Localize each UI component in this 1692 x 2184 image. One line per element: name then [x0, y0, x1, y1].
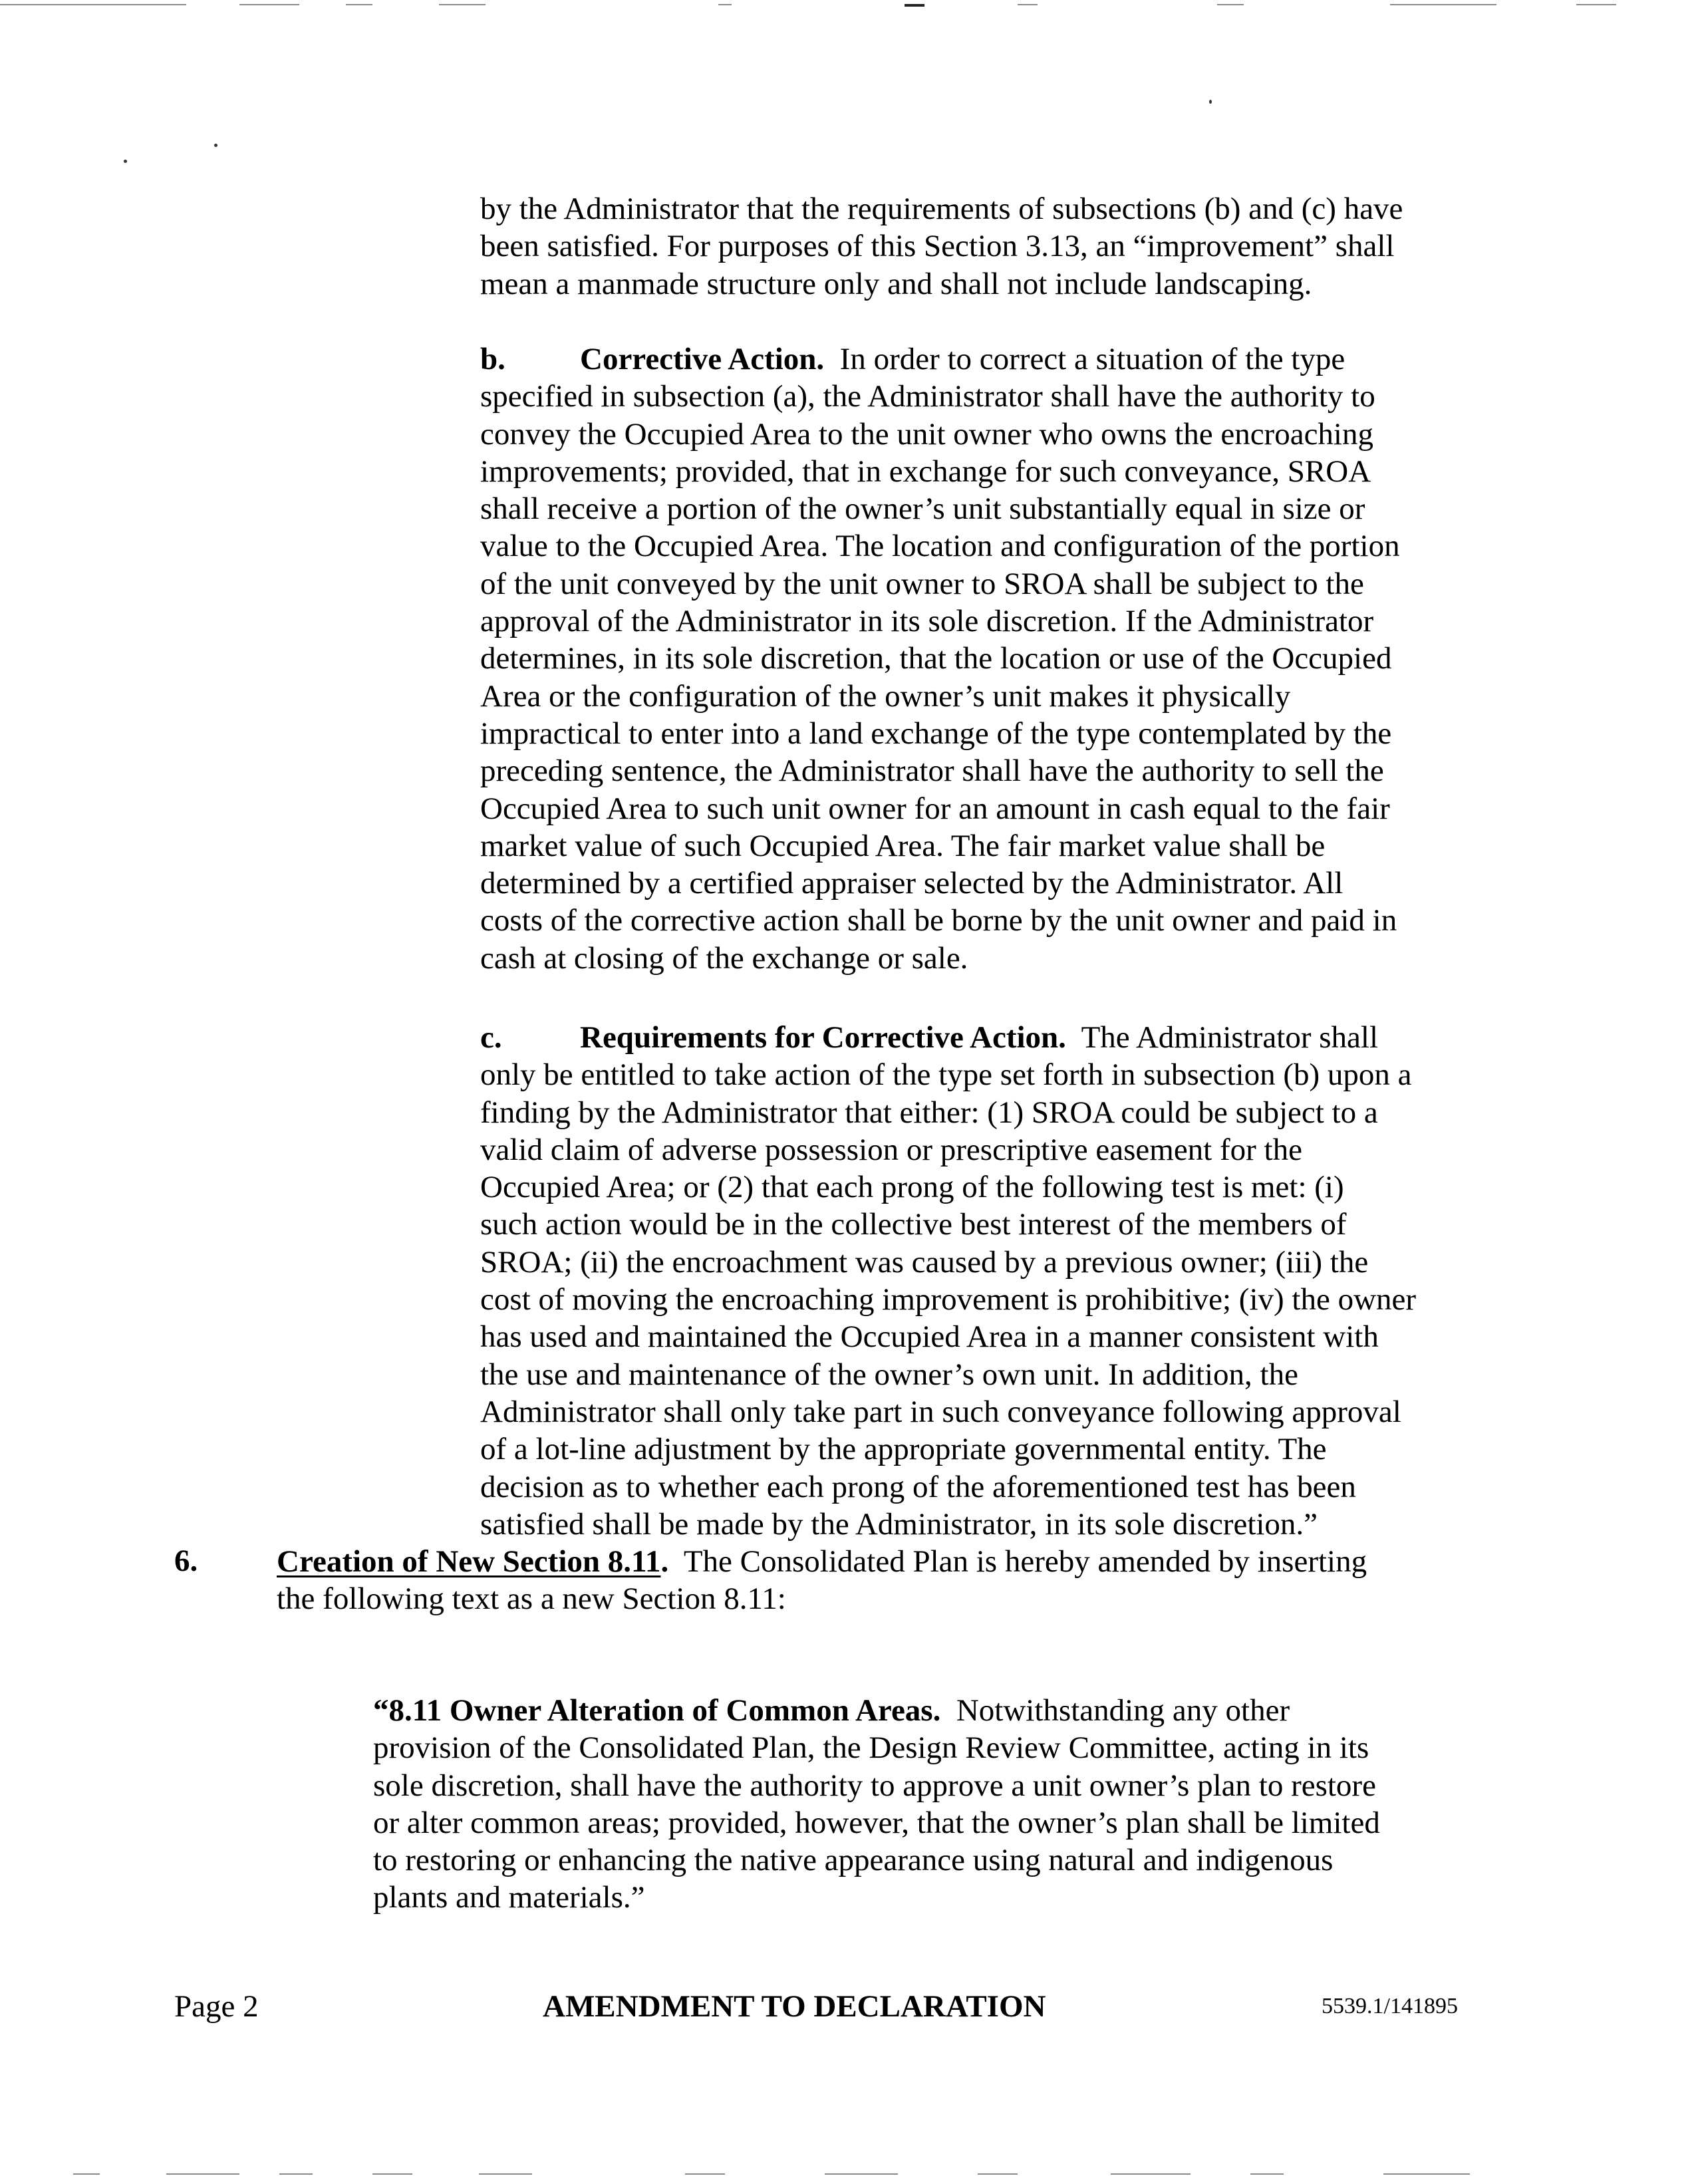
scan-speck — [124, 160, 127, 163]
text-line: Administrator shall only take part in such conveyance following approval — [480, 1394, 1401, 1429]
paragraph-c-requirements — [480, 1019, 1498, 1543]
text-line: valid claim of adverse possession or prescriptive easement for the — [480, 1132, 1302, 1167]
text-line: or alter common areas; provided, however, that the owner’s plan shall be limited — [373, 1805, 1380, 1840]
section-6-first-line — [277, 1543, 1498, 1580]
text-fragment: In order to correct a situation of the type — [824, 342, 1345, 376]
document-number: 5539.1/141895 — [1322, 1994, 1458, 2018]
subsection-label-b: b. — [480, 342, 505, 376]
section-811-first-line — [373, 1692, 1497, 1729]
scan-speck — [214, 144, 217, 147]
text-line: the following text as a new Section 8.11: — [277, 1581, 786, 1617]
text-line: specified in subsection (a), the Administrator shall have the authority to — [480, 379, 1375, 414]
text-line: convey the Occupied Area to the unit owner who owns the encroaching — [480, 416, 1373, 452]
text-line: shall receive a portion of the owner’s unit substantially equal in size or — [480, 491, 1365, 527]
text-line: Occupied Area; or (2) that each prong of the following test is met: (i) — [480, 1170, 1344, 1205]
section-6-paragraph — [277, 1543, 1498, 1618]
scan-speck — [1209, 100, 1212, 104]
text-line: by the Administrator that the requirements of subsections (b) and (c) have — [480, 192, 1403, 226]
text-line: plants and materials.” — [373, 1880, 645, 1915]
page-number: Page 2 — [174, 1989, 259, 2024]
text-line: of a lot-line adjustment by the appropriate governmental entity. The — [480, 1432, 1327, 1467]
text-line: to restoring or enhancing the native appearance using natural and indigenous — [373, 1843, 1334, 1878]
text-line: preceding sentence, the Administrator shall have the authority to sell the — [480, 753, 1384, 789]
text-line: mean a manmade structure only and shall not include landscaping. — [480, 266, 1312, 301]
text-line: cost of moving the encroaching improvement is prohibitive; (iv) the owner — [480, 1282, 1417, 1317]
paragraph-c-first-line — [480, 1019, 1498, 1056]
text-line: decision as to whether each prong of the aforementioned test has been — [480, 1469, 1356, 1504]
text-line: such action would be in the collective best interest of the members of — [480, 1207, 1347, 1242]
subsection-heading-b: Corrective Action. — [580, 342, 825, 376]
paragraph-a-continuation — [480, 190, 1498, 303]
text-line: been satisfied. For purposes of this Section 3.13, an “improvement” shall — [480, 229, 1395, 264]
subsection-heading-c: Requirements for Corrective Action. — [580, 1020, 1066, 1055]
paragraph-b-first-line — [480, 341, 1498, 378]
text-line: costs of the corrective action shall be borne by the unit owner and paid in — [480, 903, 1397, 938]
section-6-heading: Creation of New Section 8.11 — [277, 1544, 661, 1579]
text-line: improvements; provided, that in exchange for such conveyance, SROA — [480, 454, 1371, 489]
section-6-heading-period: . — [660, 1544, 669, 1579]
scan-edge-top — [0, 4, 1692, 8]
page-footer — [174, 1988, 1498, 2028]
text-line: Area or the configuration of the owner’s unit makes it physically — [480, 678, 1291, 714]
subsection-label-c: c. — [480, 1020, 502, 1055]
text-fragment: Notwithstanding any other — [940, 1693, 1290, 1728]
text-line: determines, in its sole discretion, that the location or use of the Occupied — [480, 641, 1392, 676]
section-811-quote — [373, 1692, 1497, 1917]
text-line: provision of the Consolidated Plan, the Design Review Committee, acting in its — [373, 1730, 1369, 1766]
scan-edge-bottom — [0, 2173, 1692, 2177]
paragraph-b-corrective-action — [480, 341, 1498, 977]
text-line: has used and maintained the Occupied Area in a manner consistent with — [480, 1319, 1379, 1355]
text-line: approval of the Administrator in its sole discretion. If the Administrator — [480, 604, 1374, 639]
text-line: SROA; (ii) the encroachment was caused by a previous owner; (iii) the — [480, 1244, 1369, 1280]
text-line: of the unit conveyed by the unit owner to SROA shall be subject to the — [480, 566, 1364, 601]
text-line: market value of such Occupied Area. The fair market value shall be — [480, 828, 1326, 863]
text-line: impractical to enter into a land exchange of the type contemplated by the — [480, 716, 1392, 751]
section-811-heading: “8.11 Owner Alteration of Common Areas. — [373, 1693, 941, 1728]
text-line: only be entitled to take action of the type set forth in subsection (b) upon a — [480, 1057, 1412, 1093]
footer-title: AMENDMENT TO DECLARATION — [543, 1989, 1046, 2024]
text-line: the use and maintenance of the owner’s own unit. In addition, the — [480, 1357, 1298, 1392]
text-fragment: The Administrator shall — [1065, 1020, 1379, 1055]
text-line: satisfied shall be made by the Administrator, in its sole discretion.” — [480, 1506, 1318, 1542]
text-line: cash at closing of the exchange or sale. — [480, 940, 968, 976]
section-number-6: 6. — [174, 1544, 198, 1578]
text-line: determined by a certified appraiser selected by the Administrator. All — [480, 866, 1343, 901]
text-line: value to the Occupied Area. The location and configuration of the portion — [480, 529, 1400, 564]
text-fragment: The Consolidated Plan is hereby amended by inserting — [668, 1544, 1367, 1579]
text-line: finding by the Administrator that either: (1) SROA could be subject to a — [480, 1095, 1378, 1130]
text-line: Occupied Area to such unit owner for an amount in cash equal to the fair — [480, 791, 1390, 826]
text-line: sole discretion, shall have the authority to approve a unit owner’s plan to restore — [373, 1768, 1376, 1803]
